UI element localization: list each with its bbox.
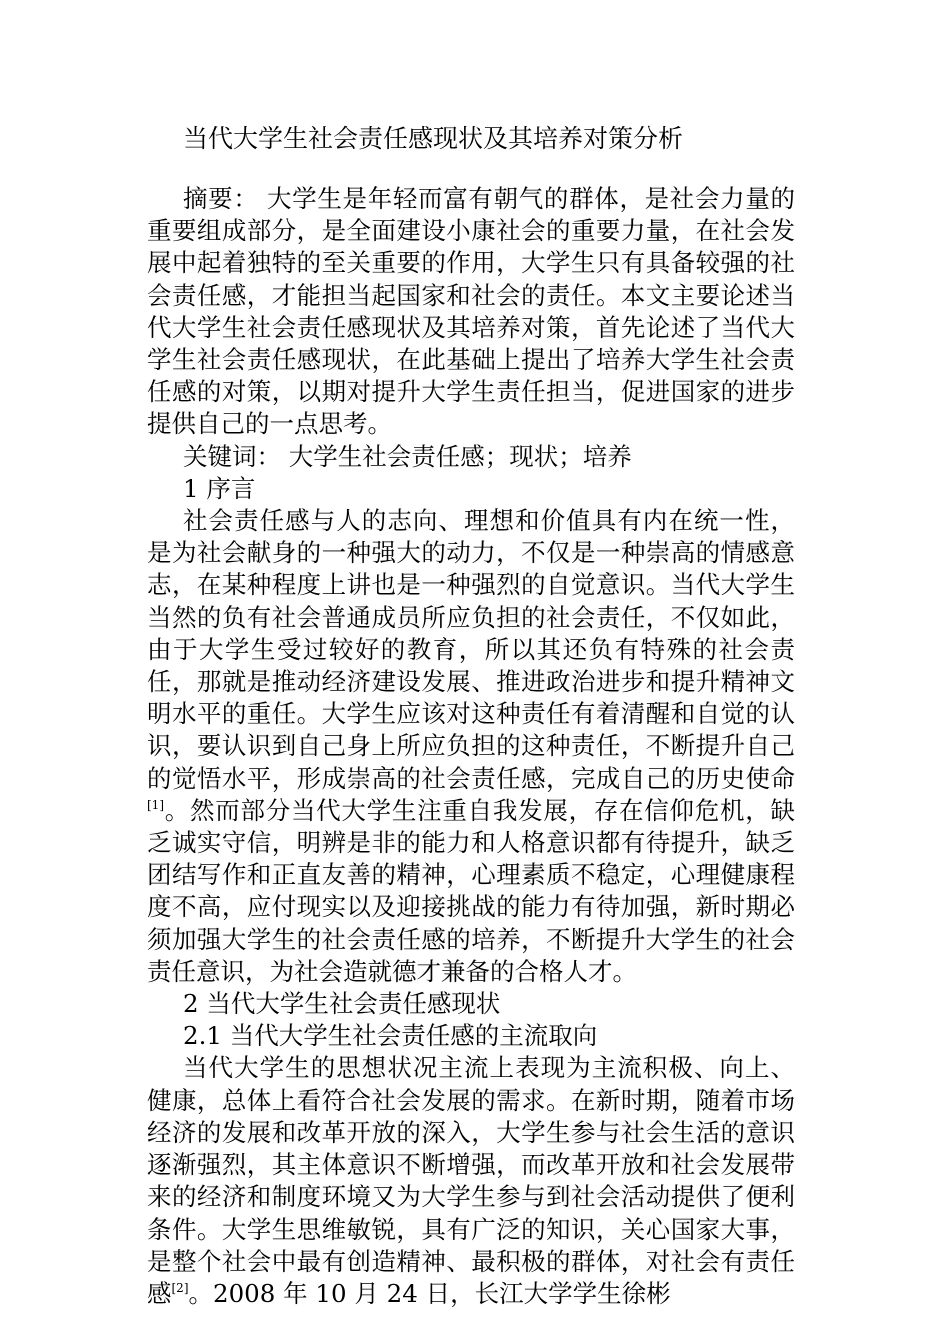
section-2-1-text-part1: 当代大学生的思想状况主流上表现为主流积极、向上、健康，总体上看符合社会发展的需求。在新时期，随着市场经济的发展和改革开放的深入，大学生参与社会生活的意识逐渐强烈，其主体意识不断增强，而改革开放和社会发展带来的经济和制度环境又为大学生参与到社会活动提供了便利条件。大学生思维敏锐，具有广泛的知识，关心国家大事，是整个社会中最有创造精神、最积极的群体，对社会有责任感	[147, 1053, 795, 1308]
section-2-heading: 2 当代大学生社会责任感现状	[183, 989, 501, 1019]
citation-ref-1: [1]	[147, 797, 164, 812]
document-title: 当代大学生社会责任感现状及其培养对策分析	[183, 124, 684, 153]
document-body	[147, 183, 795, 1310]
abstract-label: 摘要：	[183, 184, 259, 213]
section-2-1-text-part2: 。2008 年 10 月 24 日，长江大学学生徐彬	[188, 1278, 671, 1308]
abstract-text: 大学生是年轻而富有朝气的群体，是社会力量的重要组成部分，是全面建设小康社会的重要力量，在社会发展中起着独特的至关重要的作用，大学生只有具备较强的社会责任感，才能担当起国家和社会的责任。本文主要论述当代大学生社会责任感现状及其培养对策，首先论述了当代大学生社会责任感现状，在此基础上提出了培养大学生社会责任感的对策，以期对提升大学生责任担当，促进国家的进步提供自己的一点思考。	[147, 184, 795, 439]
citation-ref-2: [2]	[171, 1280, 189, 1295]
section-1-heading: 1 序言	[183, 473, 256, 503]
keywords-label: 关键词：	[183, 441, 281, 471]
section-2-1-heading: 2.1 当代大学生社会责任感的主流取向	[183, 1021, 598, 1051]
section-1-text-part1: 社会责任感与人的志向、理想和价值具有内在统一性，是为社会献身的一种强大的动力，不仅是一种崇高的情感意志，在某种程度上讲也是一种强烈的自觉意识。当代大学生当然的负有社会普通成员所应负担的社会责任，不仅如此，由于大学生受过较好的教育，所以其还负有特殊的社会责任，那就是推动经济建设发展、推进政治进步和提升精神文明水平的重任。大学生应该对这种责任有着清醒和自觉的认识，要认识到自己身上所应负担的这种责任，不断提升自己的觉悟水平，形成崇高的社会责任感，完成自己的历史使命	[147, 506, 795, 793]
section-2-1-paragraph	[147, 1052, 795, 1310]
section-1-text-part2: 。然而部分当代大学生注重自我发展，存在信仰危机，缺乏诚实守信，明辨是非的能力和人格意识都有待提升，缺乏团结写作和正直友善的精神，心理素质不稳定，心理健康程度不高，应付现实以及迎接挑战的能力有待加强，新时期必须加强大学生的社会责任感的培养，不断提升大学生的社会责任意识，为社会造就德才兼备的合格人才。	[147, 795, 795, 986]
section-1-paragraph	[147, 505, 795, 988]
keywords-text: 大学生社会责任感；现状；培养	[281, 441, 632, 471]
keywords-line	[147, 441, 795, 473]
abstract-paragraph	[147, 183, 795, 441]
